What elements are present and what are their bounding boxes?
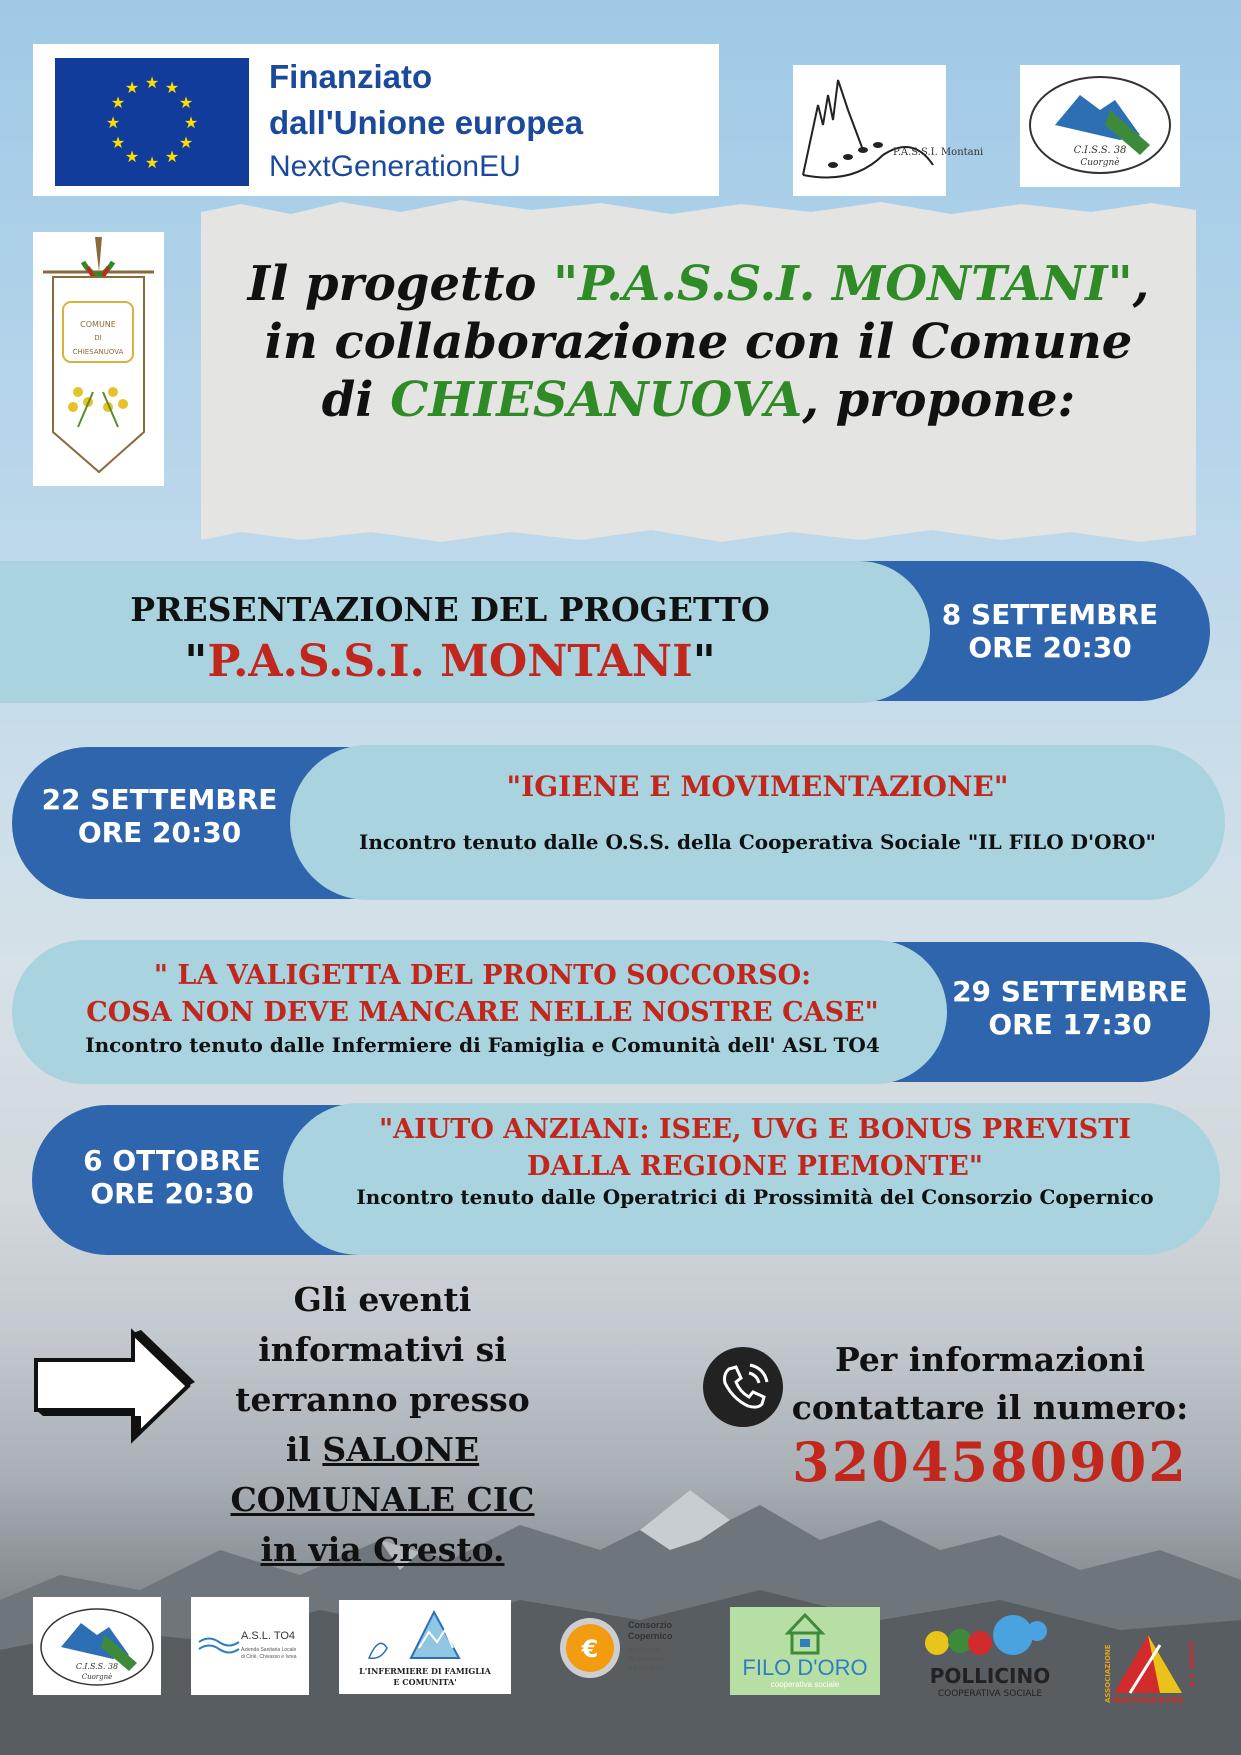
venue-line5 (210, 1475, 555, 1525)
footer-pollicino-logo (915, 1605, 1065, 1703)
intro-line3-a: di (321, 372, 391, 428)
event1-quote-open: " (184, 636, 208, 687)
svg-text:★: ★ (144, 153, 160, 172)
event4-date (52, 1144, 292, 1210)
right-arrow-icon (33, 1330, 193, 1442)
footer-consorzio-sub1: Servizi per (628, 1647, 662, 1654)
event1-project-name: P.A.S.S.I. MONTANI (207, 636, 693, 687)
intro-line1-a: Il progetto (247, 256, 554, 312)
svg-text:★: ★ (110, 93, 126, 112)
comune-line2: DI (94, 334, 102, 342)
intro-line1 (201, 255, 1196, 313)
eu-funding-banner (33, 44, 719, 196)
intro-line3 (201, 371, 1196, 429)
contact-line1: Per informazioni (834, 1340, 1146, 1379)
event4-date-day: 6 OTTOBRE (83, 1144, 261, 1177)
footer-ciss-text: C.I.S.S. 38 (75, 1662, 119, 1671)
intro-town-name: CHIESANUOVA (390, 372, 803, 428)
event3-date (945, 975, 1195, 1041)
footer-pollicino-subtext: COOPERATIVA SOCIALE (937, 1689, 1043, 1699)
footer-mastro-name: MASTROPIETRO (1112, 1696, 1184, 1705)
event1-quote-close: " (692, 636, 716, 687)
footer-mastro-left: ASSOCIAZIONE (1104, 1644, 1112, 1703)
venue-line6 (210, 1525, 555, 1575)
event3-title-line1: " LA VALIGETTA DEL PRONTO SOCCORSO: (153, 960, 812, 991)
event1-title: PRESENTAZIONE DEL PROGETTO (130, 590, 770, 629)
venue-line1: Gli eventi (293, 1280, 472, 1319)
footer-asl-sub2: di Ciriè, Chivasso e Ivrea (241, 1654, 297, 1660)
footer-mastropietro-logo (1100, 1625, 1198, 1705)
event1-subtitle (40, 636, 860, 687)
footer-ciss-logo (33, 1597, 161, 1695)
venue-line4-a: il (285, 1430, 323, 1469)
venue-street: in via Cresto. (260, 1530, 505, 1569)
event2-subtitle: Incontro tenuto dalle O.S.S. della Cooperativa Sociale "IL FILO D'ORO" (359, 830, 1156, 854)
phone-number[interactable]: 3204580902 (792, 1430, 1188, 1494)
event3-subtitle: Incontro tenuto dalle Infermiere di Famiglia e Comunità dell' ASL TO4 (85, 1033, 880, 1057)
event3-title (30, 957, 935, 1031)
event2-title-pill (290, 745, 1225, 900)
footer-infermiere-line1: L'INFERMIERE DI FAMIGLIA (359, 1666, 491, 1676)
event4-subtitle: Incontro tenuto dalle Operatrici di Prossimità del Consorzio Copernico (356, 1185, 1154, 1209)
footer-consorzio-sub3: e il territorio (628, 1665, 665, 1672)
venue-line4-b: SALONE (322, 1430, 480, 1469)
footer-infermiere-logo (339, 1600, 511, 1694)
ciss-38-logo (1020, 65, 1180, 187)
svg-text:€: € (581, 1635, 599, 1663)
footer-filo-doro-logo (730, 1607, 880, 1695)
venue-line4 (210, 1425, 555, 1475)
venue-line2: informativi si (258, 1330, 507, 1369)
footer-filo-subtext: cooperativa sociale (770, 1680, 840, 1689)
event2-title: "IGIENE E MOVIMENTAZIONE" (506, 770, 1009, 803)
eu-line-financed: Finanziato (269, 58, 433, 95)
svg-text:★: ★ (164, 147, 180, 166)
comune-line3: CHIESANUOVA (72, 348, 124, 356)
passi-montani-logo (793, 65, 984, 196)
footer-consorzio-line1: Consorzio (628, 1620, 672, 1630)
event3-title-line2: COSA NON DEVE MANCARE NELLE NOSTRE CASE" (86, 997, 879, 1028)
svg-text:★: ★ (110, 133, 126, 152)
event4-date-time: ORE 20:30 (90, 1177, 254, 1210)
event1-date-day: 8 SETTEMBRE (941, 598, 1159, 631)
eu-line-nextgen: NextGenerationEU (269, 150, 521, 183)
intro-line2: in collaborazione con il Comune (264, 314, 1133, 370)
footer-filo-text: FILO D'ORO (742, 1655, 868, 1680)
eu-flag-icon (55, 58, 249, 186)
svg-text:★: ★ (178, 133, 194, 152)
event3-date-day: 29 SETTEMBRE (952, 975, 1188, 1008)
event4-title-line1: "AIUTO ANZIANI: ISEE, UVG E BONUS PREVISTI (379, 1114, 1131, 1145)
contact-line2: contattare il numero: (791, 1388, 1189, 1427)
svg-text:★: ★ (183, 113, 199, 132)
venue-info (210, 1275, 555, 1575)
ciss-top-text: C.I.S.S. 38 (1073, 145, 1127, 156)
footer-consorzio-logo (558, 1612, 688, 1684)
comune-chiesanuova-banner (33, 232, 164, 486)
event2-date-day: 22 SETTEMBRE (41, 783, 278, 816)
footer-pollicino-text: POLLICINO (929, 1664, 1051, 1688)
event4-title (300, 1111, 1210, 1185)
event4-title-line2: DALLA REGIONE PIEMONTE" (527, 1151, 983, 1182)
footer-asl-logo (191, 1597, 309, 1695)
footer-asl-text: A.S.L. TO4 (241, 1630, 296, 1642)
svg-text:★: ★ (164, 78, 180, 97)
intro-text (201, 255, 1196, 429)
footer-consorzio-sub2: la comunità (628, 1656, 664, 1663)
event3-date-time: ORE 17:30 (988, 1008, 1152, 1041)
venue-hall: COMUNALE CIC (230, 1480, 535, 1519)
intro-line3-c: , propone: (802, 372, 1076, 428)
contact-info (780, 1336, 1200, 1432)
ciss-top-subtext: Cuorgnè (1080, 158, 1120, 168)
comune-line1: COMUNE (80, 320, 116, 329)
event2-date (32, 783, 287, 849)
footer-infermiere-line2: E COMUNITA' (393, 1677, 457, 1687)
svg-text:★: ★ (124, 147, 140, 166)
svg-text:★: ★ (124, 78, 140, 97)
footer-ciss-subtext: Cuorgnè (81, 1673, 113, 1681)
event1-date-time: ORE 20:30 (968, 631, 1132, 664)
intro-project-name: "P.A.S.S.I. MONTANI" (553, 256, 1133, 312)
passi-logo-text: P.A.S.S.I. Montani (893, 147, 984, 158)
svg-text:★: ★ (178, 93, 194, 112)
footer-asl-sub1: Azienda Sanitaria Locale (241, 1647, 297, 1653)
venue-line3: terranno presso (235, 1380, 530, 1419)
svg-text:★: ★ (144, 73, 160, 92)
eu-line-union: dall'Unione europea (269, 104, 584, 141)
phone-icon (703, 1347, 783, 1427)
footer-consorzio-line2: Copernico (628, 1631, 673, 1641)
svg-text:★: ★ (105, 113, 121, 132)
footer-mastro-right: & C. ONLUS (1188, 1641, 1196, 1687)
intro-line1-c: , (1132, 256, 1150, 312)
event2-date-time: ORE 20:30 (77, 816, 242, 849)
event1-date (930, 598, 1170, 664)
